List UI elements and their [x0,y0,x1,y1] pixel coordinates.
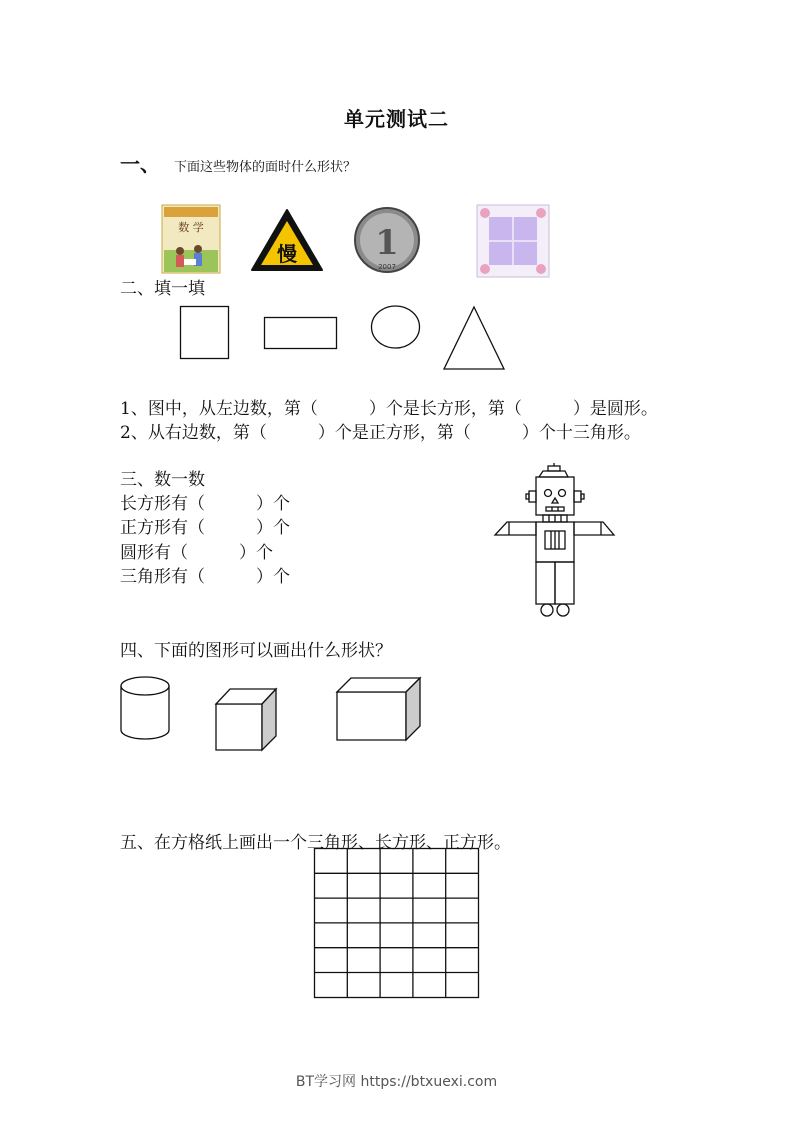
section2-question-2: 2、从右边数，第（ ）个是正方形，第（ ）个十三角形。 [120,423,641,443]
cuboid-shape [337,678,420,740]
svg-text:1: 1 [375,223,399,263]
section2-heading: 二、填一填 [120,279,205,299]
section5-heading: 五、在方格纸上画出一个三角形、长方形、正方形。 [120,833,511,853]
section4-heading: 四、下面的图形可以画出什么形状？ [120,641,392,661]
section1-number: 一、 [120,152,160,176]
section3-heading: 三、数一数 [120,470,205,490]
section3-item-circle: 圆形有（ ）个 [120,543,273,563]
grid-paper[interactable] [314,848,480,998]
svg-text:数 学: 数 学 [178,221,204,234]
section3-item-square: 正方形有（ ）个 [120,518,290,538]
section1-prompt: 下面这些物体的面时什么形状？ [174,160,357,175]
section3-item-rectangle: 长方形有（ ）个 [120,494,290,514]
svg-text:慢: 慢 [277,242,297,266]
cylinder-shape [121,677,169,739]
section2-question-1: 1、图中，从左边数，第（ ）个是长方形，第（ ）是圆形。 [120,399,658,419]
cube-shape [216,689,276,750]
footer-watermark: BT学习网 https://btxuexi.com [295,1074,498,1090]
page-title: 单元测试二 [344,107,449,131]
section3-item-triangle: 三角形有（ ）个 [120,567,290,587]
svg-text:2007: 2007 [378,263,396,271]
